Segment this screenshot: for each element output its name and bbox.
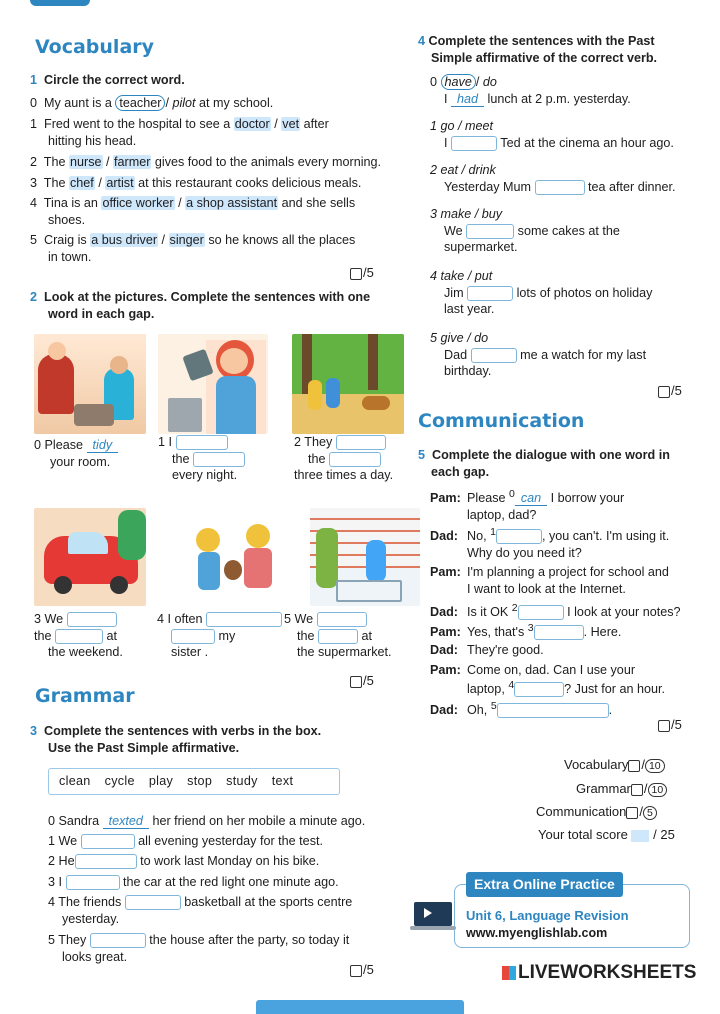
dialogue-line-3: Pam: I'm planning a project for school and I want to look at the Internet. [430,565,669,596]
ex4-item-0: 0 have / do I had lunch at 2 p.m. yesterday. [430,75,631,106]
ex4-item-4: 4 take / put Jim lots of photos on holiday last year. [430,269,653,317]
answer-box-3-2[interactable] [75,854,137,869]
verb-word-box: clean cycle play stop study text [48,768,340,795]
dialogue-line-8: Dad: Oh, $^5$ . [430,700,613,718]
ex2-caption-5: 5 We the at the supermarket. [284,612,392,660]
top-decoration [30,0,90,6]
answer-box-2-3b[interactable] [55,629,103,644]
answer-box-4-2[interactable] [535,180,585,195]
ex5-score: /5 [658,716,682,733]
answer-box-4-3[interactable] [466,224,514,239]
ex4-item-1: 1 go / meet I Ted at the cinema an hour ago. [430,119,674,150]
ex1-instruction: 1 Circle the correct word. [30,73,185,87]
answer-box-2-4a[interactable] [206,612,282,627]
picture-walk-dog [292,334,404,434]
vocabulary-heading: Vocabulary [35,36,155,58]
answer-box-3-4[interactable] [125,895,181,910]
score-checkbox[interactable] [350,268,362,280]
option-bus-driver[interactable]: a bus driver [91,233,158,247]
answer-box-5-3[interactable] [534,625,584,640]
score-checkbox[interactable] [350,676,362,688]
option-doctor[interactable]: doctor [234,117,270,131]
answer-box-5-1[interactable] [496,529,542,544]
dialogue-line-7: Pam: Come on, dad. Can I use your laptop, $^4$ ? Just for an hour. [430,663,665,696]
dialogue-line-4: Dad: Is it OK $^2$ I look at your notes? [430,602,681,620]
unit-link[interactable]: Unit 6, Language Revision [466,908,629,923]
option-vet[interactable]: vet [282,117,300,131]
ex2-caption-4: 4 I often my sister . [157,611,282,661]
option-nurse[interactable]: nurse [70,155,102,169]
ex5-instruction: 5 Complete the dialogue with one word in each gap. [418,448,670,479]
ex4-score: /5 [658,382,682,399]
answer-box-5-2[interactable] [518,605,564,620]
answer-box-4-5[interactable] [471,348,517,363]
answer-box-2-5a[interactable] [317,612,367,627]
ex2-score: /5 [350,672,374,689]
ex1-sentence-4: 4 Tina is an office worker / a shop assistant and she sells shoes. [30,196,356,227]
laptop-icon [414,902,452,926]
ex1-sentence-0: 0 My aunt is a teacher / pilot at my school. [30,96,274,110]
ex3-sentence-0: 0 Sandra texted her friend on her mobile a minute ago. [48,814,366,828]
picture-tidy-room [34,334,146,434]
ex2-caption-1: 1 I the every night. [158,434,245,484]
ex3-sentence-2: 2 He to work last Monday on his bike. [48,854,320,868]
ex2-instruction: 2 Look at the pictures. Complete the sentences with one word in each gap. [30,290,371,321]
score-checkbox[interactable] [658,720,670,732]
ex3-sentence-5: 5 They the house after the party, so today it looks great. [48,933,350,964]
liveworksheets-logo: LIVEWORKSHEETS [502,960,696,985]
answer-box-5-4[interactable] [514,682,564,697]
picture-play-sister [176,508,288,606]
ex2-caption-2: 2 They the three times a day. [294,435,394,483]
ex3-instruction: 3 Complete the sentences with verbs in the box. Use the Past Simple affirmative. [30,724,322,755]
ex2-caption-0: 0 Please tidy your room. [34,437,118,470]
dialogue-line-5: Pam: Yes, that's $^3$ . Here. [430,622,622,640]
option-shop-assistant[interactable]: a shop assistant [186,196,278,210]
communication-heading: Communication [418,410,585,432]
score-checkbox[interactable] [350,965,362,977]
ex1-sentence-3: 3 The chef / artist at this restaurant cooks delicious meals. [30,176,362,190]
answer-box-2-1b[interactable] [193,452,245,467]
answer-box-3-3[interactable] [66,875,120,890]
answer-box-3-1[interactable] [81,834,135,849]
score-checkbox[interactable] [658,386,670,398]
total-grammar-box[interactable] [631,784,643,796]
total-grammar: Grammar / 10 [576,780,667,797]
ex1-sentence-5: 5 Craig is a bus driver / singer so he knows all the places in town. [30,233,356,264]
bottom-submit-bar[interactable] [256,1000,464,1014]
option-office-worker[interactable]: office worker [102,196,174,210]
grammar-heading: Grammar [35,685,135,707]
extra-online-practice-label: Extra Online Practice [466,872,623,897]
ex4-item-2: 2 eat / drink Yesterday Mum tea after dinner. [430,163,676,194]
ex3-sentence-4: 4 The friends basketball at the sports centre yesterday. [48,895,353,926]
total-communication-box[interactable] [626,807,638,819]
answer-box-2-3a[interactable] [67,612,117,627]
answer-box-4-1[interactable] [451,136,497,151]
option-chef[interactable]: chef [70,176,94,190]
option-artist[interactable]: artist [106,176,134,190]
ex4-item-3: 3 make / buy We some cakes at the supermarket. [430,207,620,255]
option-singer[interactable]: singer [169,233,204,247]
picture-clean-car [34,508,146,606]
answer-box-4-4[interactable] [467,286,513,301]
example-answer-tidy: tidy [87,438,119,453]
option-teacher[interactable]: teacher [115,95,165,111]
answer-box-5-5[interactable] [497,703,609,718]
ex2-caption-3: 3 We the at the weekend. [34,612,123,660]
dialogue-line-6: Dad: They're good. [430,643,544,657]
ex4-item-5: 5 give / do Dad me a watch for my last birthday. [430,331,647,379]
answer-box-2-5b[interactable] [318,629,358,644]
ex1-score: /5 [350,264,374,281]
option-pilot[interactable]: pilot [172,96,196,110]
total-communication: Communication / 5 [536,803,657,820]
ex4-instruction: 4 Complete the sentences with the Past Simple affirmative of the correct verb. [418,34,658,65]
total-score-field[interactable] [631,830,649,842]
dialogue-line-2: Dad: No, $^1$ , you can't. I'm using it. Why do you need it? [430,526,670,560]
total-score: Your total score / 25 [538,827,675,842]
total-vocabulary: Vocabulary / 10 [564,756,665,773]
ex3-score: /5 [350,961,374,978]
answer-box-2-2a[interactable] [336,435,386,450]
picture-empty-bin [158,334,268,434]
myenglishlab-url[interactable]: www.myenglishlab.com [466,926,608,940]
answer-box-2-2b[interactable] [329,452,381,467]
liveworksheets-icon [502,966,516,980]
ex1-sentence-2: 2 The nurse / farmer gives food to the animals every morning. [30,155,382,169]
total-vocabulary-box[interactable] [628,760,640,772]
ex1-sentence-1: 1 Fred went to the hospital to see a doctor / vet after hitting his head. [30,117,329,148]
option-farmer[interactable]: farmer [114,155,151,169]
ex3-sentence-3: 3 I the car at the red light one minute ago. [48,875,339,889]
answer-box-2-1a[interactable] [176,435,228,450]
picture-supermarket [310,508,420,606]
answer-box-2-4b[interactable] [171,629,215,644]
ex3-sentence-1: 1 We all evening yesterday for the test. [48,834,323,848]
dialogue-line-1: Pam: Please $^0$ can I borrow your laptop, dad? [430,488,625,522]
answer-box-3-5[interactable] [90,933,146,948]
